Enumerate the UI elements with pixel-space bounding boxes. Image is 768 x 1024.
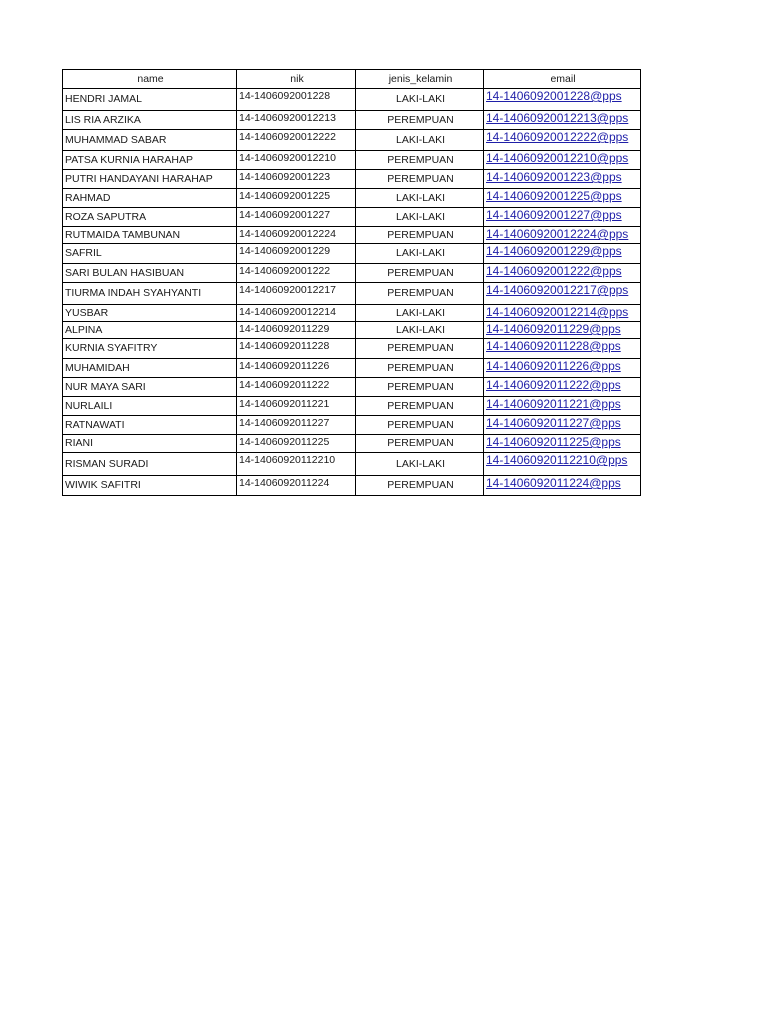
email-link[interactable]: 14-1406092001223@pps [486, 170, 622, 184]
cell-jenis-kelamin: PEREMPUAN [356, 378, 484, 397]
email-link[interactable]: 14-1406092011225@pps [486, 435, 621, 449]
email-link[interactable]: 14-1406092001222@pps [486, 264, 622, 278]
cell-email [484, 130, 641, 151]
cell-name: PUTRI HANDAYANI HARAHAP [63, 170, 237, 189]
table-row [63, 208, 641, 227]
email-link[interactable]: 14-1406092001229@pps [486, 244, 622, 258]
cell-nik: 14-1406092011226 [237, 359, 356, 378]
table-row [63, 435, 641, 453]
cell-nik: 14-1406092001227 [237, 208, 356, 227]
header-name: name [63, 70, 237, 89]
cell-email [484, 435, 641, 453]
cell-jenis-kelamin: PEREMPUAN [356, 111, 484, 130]
table-row [63, 151, 641, 170]
cell-email [484, 305, 641, 322]
cell-jenis-kelamin: PEREMPUAN [356, 339, 484, 359]
email-link[interactable]: 14-14060920012217@pps [486, 283, 629, 297]
cell-jenis-kelamin: LAKI-LAKI [356, 89, 484, 111]
cell-nik: 14-14060920012213 [237, 111, 356, 130]
cell-nik: 14-1406092001225 [237, 189, 356, 208]
cell-name: RATNAWATI [63, 416, 237, 435]
email-link[interactable]: 14-1406092011228@pps [486, 339, 621, 353]
cell-name: RISMAN SURADI [63, 453, 237, 476]
cell-email [484, 170, 641, 189]
table-row [63, 283, 641, 305]
cell-email [484, 151, 641, 170]
email-link[interactable]: 14-1406092011221@pps [486, 397, 621, 411]
cell-nik: 14-1406092011224 [237, 476, 356, 496]
cell-jenis-kelamin: LAKI-LAKI [356, 305, 484, 322]
email-link[interactable]: 14-1406092011226@pps [486, 359, 621, 373]
email-link[interactable]: 14-1406092011227@pps [486, 416, 621, 430]
table-row [63, 89, 641, 111]
spreadsheet-table [62, 69, 641, 496]
table-row [63, 189, 641, 208]
header-nik: nik [237, 70, 356, 89]
cell-nik: 14-14060920012214 [237, 305, 356, 322]
cell-jenis-kelamin: LAKI-LAKI [356, 244, 484, 264]
cell-name: KURNIA SYAFITRY [63, 339, 237, 359]
cell-jenis-kelamin: LAKI-LAKI [356, 189, 484, 208]
email-link[interactable]: 14-14060920012210@pps [486, 151, 629, 165]
cell-nik: 14-14060920012210 [237, 151, 356, 170]
cell-email [484, 244, 641, 264]
cell-name: NURLAILI [63, 397, 237, 416]
cell-email [484, 476, 641, 496]
table-row [63, 264, 641, 283]
cell-email [484, 283, 641, 305]
cell-name: ROZA SAPUTRA [63, 208, 237, 227]
table-row [63, 339, 641, 359]
table-row [63, 244, 641, 264]
email-link[interactable]: 14-14060920012224@pps [486, 227, 629, 241]
cell-jenis-kelamin: PEREMPUAN [356, 359, 484, 378]
email-link[interactable]: 14-14060920012213@pps [486, 111, 629, 125]
cell-email [484, 416, 641, 435]
cell-nik: 14-1406092011227 [237, 416, 356, 435]
cell-name: LIS RIA ARZIKA [63, 111, 237, 130]
cell-nik: 14-14060920012222 [237, 130, 356, 151]
table-row [63, 130, 641, 151]
header-jenis-kelamin: jenis_kelamin [356, 70, 484, 89]
cell-nik: 14-1406092001228 [237, 89, 356, 111]
cell-email [484, 339, 641, 359]
email-link[interactable]: 14-1406092011224@pps [486, 476, 621, 490]
cell-name: PATSA KURNIA HARAHAP [63, 151, 237, 170]
cell-jenis-kelamin: PEREMPUAN [356, 227, 484, 244]
cell-nik: 14-1406092011229 [237, 322, 356, 339]
cell-nik: 14-1406092011221 [237, 397, 356, 416]
cell-name: WIWIK SAFITRI [63, 476, 237, 496]
cell-jenis-kelamin: LAKI-LAKI [356, 208, 484, 227]
cell-email [484, 189, 641, 208]
cell-jenis-kelamin: LAKI-LAKI [356, 322, 484, 339]
cell-name: RUTMAIDA TAMBUNAN [63, 227, 237, 244]
cell-jenis-kelamin: PEREMPUAN [356, 283, 484, 305]
cell-jenis-kelamin: PEREMPUAN [356, 397, 484, 416]
cell-name: TIURMA INDAH SYAHYANTI [63, 283, 237, 305]
cell-nik: 14-1406092011225 [237, 435, 356, 453]
cell-jenis-kelamin: LAKI-LAKI [356, 453, 484, 476]
cell-email [484, 208, 641, 227]
table-row [63, 476, 641, 496]
cell-email [484, 227, 641, 244]
cell-jenis-kelamin: PEREMPUAN [356, 264, 484, 283]
cell-jenis-kelamin: PEREMPUAN [356, 151, 484, 170]
email-link[interactable]: 14-1406092001227@pps [486, 208, 622, 222]
cell-email [484, 453, 641, 476]
email-link[interactable]: 14-14060920012214@pps [486, 305, 629, 319]
table-row [63, 416, 641, 435]
cell-nik: 14-1406092011222 [237, 378, 356, 397]
cell-email [484, 322, 641, 339]
cell-email [484, 397, 641, 416]
cell-name: RAHMAD [63, 189, 237, 208]
cell-name: ALPINA [63, 322, 237, 339]
cell-name: NUR MAYA SARI [63, 378, 237, 397]
email-link[interactable]: 14-1406092011229@pps [486, 322, 621, 336]
cell-jenis-kelamin: LAKI-LAKI [356, 130, 484, 151]
cell-jenis-kelamin: PEREMPUAN [356, 476, 484, 496]
cell-name: YUSBAR [63, 305, 237, 322]
table-row [63, 359, 641, 378]
email-link[interactable]: 14-14060920112210@pps [486, 453, 628, 467]
cell-jenis-kelamin: PEREMPUAN [356, 416, 484, 435]
cell-email [484, 111, 641, 130]
cell-name: RIANI [63, 435, 237, 453]
cell-nik: 14-1406092001229 [237, 244, 356, 264]
table-row [63, 170, 641, 189]
email-link[interactable]: 14-1406092011222@pps [486, 378, 621, 392]
table-row [63, 111, 641, 130]
cell-name: HENDRI JAMAL [63, 89, 237, 111]
cell-email [484, 264, 641, 283]
email-link[interactable]: 14-14060920012222@pps [486, 130, 629, 144]
table-row [63, 322, 641, 339]
cell-nik: 14-14060920012217 [237, 283, 356, 305]
cell-email [484, 89, 641, 111]
table-row [63, 305, 641, 322]
cell-name: MUHAMMAD SABAR [63, 130, 237, 151]
email-link[interactable]: 14-1406092001225@pps [486, 189, 622, 203]
table-body [63, 89, 641, 496]
cell-email [484, 378, 641, 397]
cell-jenis-kelamin: PEREMPUAN [356, 170, 484, 189]
cell-nik: 14-14060920012224 [237, 227, 356, 244]
cell-name: MUHAMIDAH [63, 359, 237, 378]
cell-nik: 14-14060920112210 [237, 453, 356, 476]
email-link[interactable]: 14-1406092001228@pps [486, 89, 622, 103]
header-row [63, 70, 641, 89]
cell-email [484, 359, 641, 378]
table-row [63, 378, 641, 397]
cell-name: SAFRIL [63, 244, 237, 264]
table-row [63, 227, 641, 244]
header-email: email [484, 70, 641, 89]
cell-nik: 14-1406092001223 [237, 170, 356, 189]
cell-jenis-kelamin: PEREMPUAN [356, 435, 484, 453]
cell-name: SARI BULAN HASIBUAN [63, 264, 237, 283]
table-row [63, 453, 641, 476]
cell-nik: 14-1406092001222 [237, 264, 356, 283]
table-row [63, 397, 641, 416]
cell-nik: 14-1406092011228 [237, 339, 356, 359]
